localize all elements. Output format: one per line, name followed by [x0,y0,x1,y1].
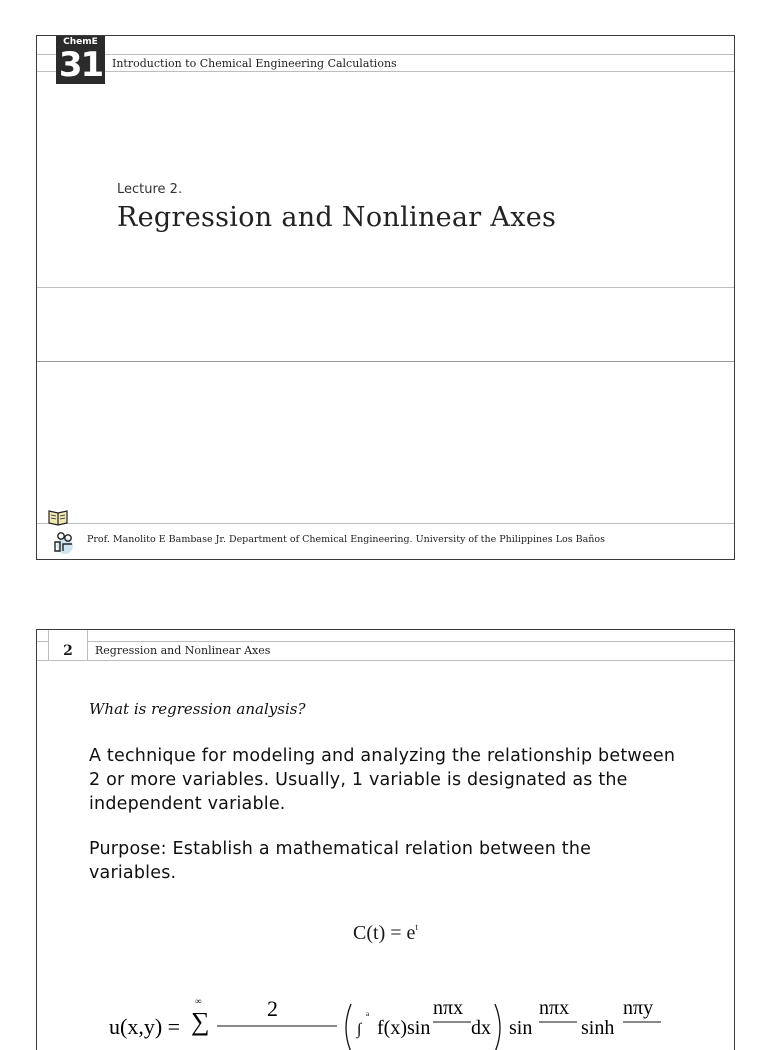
eq2-frac1: nπx [433,997,464,1019]
divider-1 [37,287,734,288]
eq2-integrand: f(x)sin [377,1017,431,1039]
integral-upper-icon: a [366,1010,370,1018]
purpose-paragraph: Purpose: Establish a mathematical relation between the variables. [89,839,592,883]
book-icon [47,508,69,530]
equation-fourier-series [99,986,699,1050]
content-slide [36,629,735,1050]
eq2-numerator: 2 [267,996,278,1021]
slide-number: 2 [48,630,88,661]
lecture-title: Regression and Nonlinear Axes [117,202,557,233]
eq2-dx: dx [471,1017,491,1039]
question-heading: What is regression analysis? [89,700,306,718]
logo-label: ChemE [63,37,98,47]
definition-paragraph: A technique for modeling and analyzing the relationship between 2 or more variables. Usually, 1 variable is designated as the independent variable. [89,746,676,814]
eq2-frac3: nπy [623,997,654,1019]
people-icon [52,529,76,559]
right-paren-icon [495,1004,500,1050]
title-slide [36,35,735,560]
sum-icon: ∑ [191,1007,210,1036]
eq2-frac2: nπx [539,997,570,1019]
header-rule-bottom [37,71,734,72]
footer-credit: Prof. Manolito E Bambase Jr. Department of Chemical Engineering. University of the Philippines Los Baños [87,534,605,545]
eq2-sin: sin [509,1017,533,1039]
slide-header: Regression and Nonlinear Axes [95,644,271,657]
left-paren-icon [346,1004,351,1050]
logo-number: 31 [58,45,103,85]
header-rule-top [37,641,734,642]
equation-exponential [37,922,734,945]
eq2-lhs: u(x,y) = [109,1014,181,1039]
course-title: Introduction to Chemical Engineering Calculations [112,57,397,70]
footer-rule [37,523,734,524]
sum-upper-icon: ∞ [195,996,202,1006]
equation1-exponent: t [415,922,418,932]
header-rule-bottom [37,660,734,661]
integral-icon: ∫ [357,1021,362,1038]
divider-2 [37,361,734,362]
course-logo [56,36,105,84]
lecture-label: Lecture 2. [117,182,183,197]
header-rule-top [37,54,734,55]
equation1-base: C(t) = e [353,922,416,944]
eq2-sinh: sinh [581,1017,615,1039]
